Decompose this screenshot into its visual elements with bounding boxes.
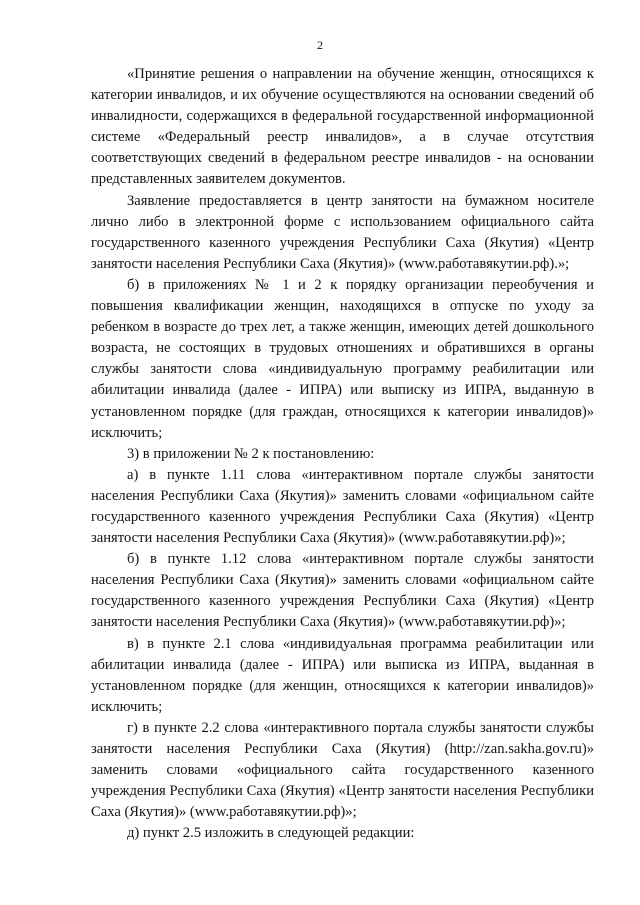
page-number: 2	[317, 38, 323, 52]
paragraph-item-2-1: в) в пункте 2.1 слова «индивидуальная программа реабилитации или абилитации инвалида (далее - ИПРА) или выписка из ИПРА, выданная в установленном порядке (для женщин, относящихся к категории инвалидов)» исключить;	[91, 635, 594, 715]
paragraph-item-2-2: г) в пункте 2.2 слова «интерактивного портала службы занятости службы занятости населения Республики Саха (Якутия) (http://zan.sakha.gov.ru)» заменить словами «официального сайта государственного казенного учреждения Республики Саха (Якутия) «Центр занятости населения Республики Саха (Якутия)» (www.работавякутии.рф)»;	[91, 719, 594, 821]
paragraph-item-2-5: д) пункт 2.5 изложить в следующей редакции:	[127, 825, 415, 842]
document-body	[91, 64, 594, 844]
paragraph-item-1-12: б) в пункте 1.12 слова «интерактивном портале службы занятости населения Республики Саха (Якутия)» заменить словами «официальном сайте государственного казенного учреждения Республики Саха (Якутия) «Центр занятости населения Республики Саха (Якутия)» (www.работавякутии.рф)»;	[91, 551, 594, 631]
paragraph-decision-text: «Принятие решения о направлении на обучение женщин, относящихся к категории инвалидов, и их обучение осуществляются на основании сведений об инвалидности, содержащихся в федеральной государственной информационной системе «Федеральный реестр инвалидов», а в случае отсутствия соответствующих сведений в федеральном реестре инвалидов - на основании представленных заявителем документов.	[91, 66, 594, 188]
paragraph-item-1-11: а) в пункте 1.11 слова «интерактивном портале службы занятости населения Республики Саха (Якутия)» заменить словами «официальном сайте государственного казенного учреждения Республики Саха (Якутия) «Центр занятости населения Республики Саха (Якутия)» (www.работавякутии.рф)»;	[91, 466, 594, 547]
paragraph-appendix-2-heading: 3) в приложении № 2 к постановлению:	[127, 445, 375, 462]
paragraph-appendix-1-2-amendment: б) в приложениях № 1 и 2 к порядку организации переобучения и повышения квалификации женщин, находящихся в отпуске по уходу за ребенком в возрасте до трех лет, а также женщин, имеющих детей дошкольного возраста, не состоящих в трудовых отношениях и обратившихся в органы службы занятости слова «индивидуальную программу реабилитации или абилитации инвалида (далее - ИПРА) или выписку из ИПРА, выданную в установленном порядке (для граждан, относящихся к категории инвалидов)» исключить;	[91, 276, 594, 441]
paragraph-application-submission: Заявление предоставляется в центр занятости на бумажном носителе лично либо в электронной форме с использованием официального сайта государственного казенного учреждения Республики Саха (Якутия) «Центр занятости населения Республики Саха (Якутия)» (www.работавякутии.рф).»;	[91, 192, 594, 272]
